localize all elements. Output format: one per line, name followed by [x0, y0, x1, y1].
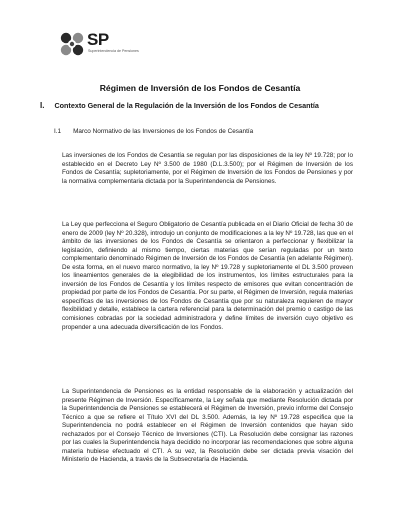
- section-number: I.: [40, 101, 45, 110]
- subsection-heading: [54, 128, 253, 135]
- logo-mark-icon: [57, 29, 87, 61]
- subsection-heading-text: Marco Normativo de las Inversiones de los Fondos de Cesantía: [73, 128, 254, 135]
- paragraph-1: Las inversiones de los Fondos de Cesantía se regulan por las disposiciones de la ley Nº 19.728; por lo establecido en el Decreto Ley Nº 3.500 de 1980 (D.L.3.500); por el Régimen de Inversión de los Fondos de Cesantía; supletoriamente, por el Régimen de Inversión de los Fondos de Pensiones y por la normativa complementaria dictada por la Superintendencia de Pensiones.: [62, 152, 353, 185]
- subsection-number: I.1: [54, 128, 62, 135]
- logo-brand: SP: [87, 30, 109, 49]
- paragraph-2: La Ley que perfecciona el Seguro Obligatorio de Cesantía publicada en el Diario Oficial de fecha 30 de enero de 2009 (ley Nº 20.328), introdujo un conjunto de modificaciones a la ley Nº 19.728, las que en el ámbito de las inversiones de los Fondos de Cesantía se orientaron a perfeccionar y flexibilizar la legislación, definiendo al mismo tiempo, ciertas materias que serían reguladas por un texto complementario denominado Régimen de Inversión de los Fondos de Cesantía (en adelante Régimen). De esta forma, en el nuevo marco normativo, la ley Nº 19.728 y supletoriamente el DL 3.500 proveen los lineamientos generales de la elegibilidad de los instrumentos, los límites estructurales para la inversión de los Fondos de Cesantía y los límites respecto de emisores que evitan concentración de propiedad por parte de los Fondos de Cesantía. Por su parte, el Régimen de Inversión, regula materias específicas de las inversiones de los Fondos de Cesantía que por su naturaleza requieren de mayor flexibilidad y detalle, establece la cartera referencial para la determinación del premio o castigo de las comisiones cobradas por la sociedad administradora y define límites de inversión cuyo objetivo es propender a una adecuada diversificación de los Fondos.: [62, 221, 353, 331]
- logo: [57, 29, 167, 61]
- section-heading: [40, 101, 319, 110]
- section-heading-text: Contexto General de la Regulación de la Inversión de los Fondos de Cesantía: [54, 101, 319, 110]
- paragraph-3: La Superintendencia de Pensiones es la entidad responsable de la elaboración y actualización del presente Régimen de Inversión. Específicamente, la Ley señala que mediante Resolución dictada por la Superintendencia de Pensiones se establecerá el Régimen de Inversión, previo informe del Consejo Técnico a que se refiere el Título XVI del DL 3.500. Además, la ley Nº 19.728 especifica que la Superintendencia no podrá establecer en el Régimen de Inversión contenidos que hayan sido rechazados por el Consejo Técnico de Inversiones (CTI). La Resolución debe consignar las razones por las cuales la Superintendencia haya decidido no incorporar las recomendaciones que sobre alguna materia hubiese efectuado el CTI. A su vez, la Resolución debe ser dictada previa visación del Ministerio de Hacienda, a través de la Subsecretaría de Hacienda.: [62, 388, 353, 464]
- document-title: Régimen de Inversión de los Fondos de Cesantía: [99, 83, 301, 93]
- logo-tagline: Superintendencia de Pensiones: [88, 49, 139, 53]
